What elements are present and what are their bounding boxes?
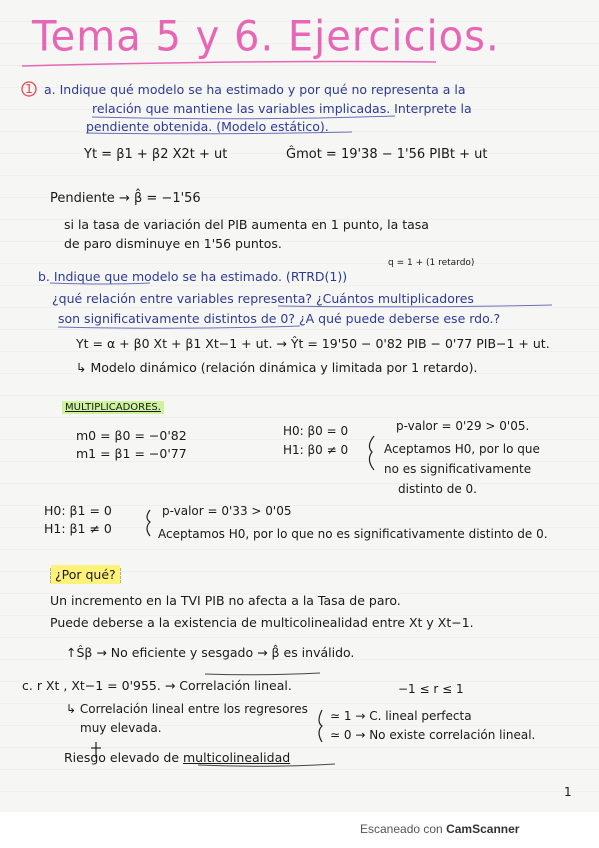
page-title: Tema 5 y 6. Ejercicios. [32, 12, 500, 62]
equation-estimated-model: Ĝmot = 19'38 − 1'56 PIBt + ut [286, 147, 488, 162]
why-answer-line3: ↑Ŝβ → No eficiente y sesgado → β̂ es inválido. [66, 645, 355, 660]
exercise-number: 1 [25, 81, 33, 96]
why-answer-line1: Un incremento en la TVI PIB no afecta a la Tasa de paro. [50, 593, 401, 608]
p-value-1: p-valor = 0'29 > 0'05. [396, 419, 530, 433]
question-c-line2: ↳ Correlación lineal entre los regresores [66, 702, 308, 716]
interpretation-line2: de paro disminuye en 1'56 puntos. [64, 236, 282, 251]
multipliers-label: MULTIPLICADORES. [62, 403, 164, 413]
scanner-watermark: Escaneado con CamScanner [360, 822, 520, 836]
question-a-line3: pendiente obtenida. (Modelo estático). [86, 119, 329, 134]
multiplier-m0: m0 = β0 = −0'82 [76, 428, 187, 443]
page-number: 1 [564, 785, 572, 799]
model-type: ↳ Modelo dinámico (relación dinámica y limitada por 1 retardo). [76, 360, 478, 375]
correlation-option-perfect: ≃ 1 → C. lineal perfecta [330, 709, 472, 723]
question-b-line2: ¿qué relación entre variables representa? ¿Cuántos multiplicadores [52, 291, 474, 306]
hypothesis-h0-b1: H0: β1 = 0 [44, 503, 112, 518]
conclusion-1-line3: distinto de 0. [398, 482, 477, 496]
multiplier-m1: m1 = β1 = −0'77 [76, 446, 187, 461]
lag-note: q = 1 + (1 retardo) [388, 258, 475, 268]
equation-dynamic-model: Yt = α + β0 Xt + β1 Xt−1 + ut. → Ŷt = 19'50 − 0'82 PIB − 0'77 PIB−1 + ut. [76, 336, 550, 351]
why-box: ¿Por qué? [50, 568, 121, 583]
conclusion-1-line2: no es significativamente [384, 462, 532, 476]
slope-value: Pendiente → β̂ = −1'56 [50, 191, 201, 206]
interpretation-line1: si la tasa de variación del PIB aumenta en 1 punto, la tasa [64, 217, 429, 232]
conclusion-2: Aceptamos H0, por lo que no es significativamente distinto de 0. [158, 527, 548, 541]
question-a-line2: relación que mantiene las variables implicadas. Interprete la [92, 101, 472, 116]
correlation-range: −1 ≤ r ≤ 1 [398, 682, 464, 696]
conclusion-1-line1: Aceptamos H0, por lo que [384, 442, 540, 456]
risk-line: Riesgo elevado de multicolinealidad [64, 750, 291, 765]
question-b-line3: son significativamente distintos de 0? ¿A qué puede deberse ese rdo.? [58, 311, 501, 326]
p-value-2: p-valor = 0'33 > 0'05 [162, 504, 292, 518]
correlation-option-none: ≃ 0 → No existe correlación lineal. [330, 728, 536, 742]
question-c-line1: c. r Xt , Xt−1 = 0'955. → Correlación lineal. [22, 678, 292, 693]
equation-static-model: Yt = β1 + β2 X2t + ut [84, 147, 228, 162]
question-a-line1: a. Indique qué modelo se ha estimado y por qué no representa a la [44, 82, 466, 97]
question-c-line3: muy elevada. [80, 721, 162, 735]
hypothesis-h1-b1: H1: β1 ≠ 0 [44, 521, 112, 536]
why-answer-line2: Puede deberse a la existencia de multicolinealidad entre Xt y Xt−1. [50, 615, 474, 630]
hypothesis-h0-b0: H0: β0 = 0 [283, 424, 349, 438]
hypothesis-h1-b0: H1: β0 ≠ 0 [283, 443, 349, 457]
question-b-line1: b. Indique que modelo se ha estimado. (RTRD(1)) [38, 269, 348, 284]
